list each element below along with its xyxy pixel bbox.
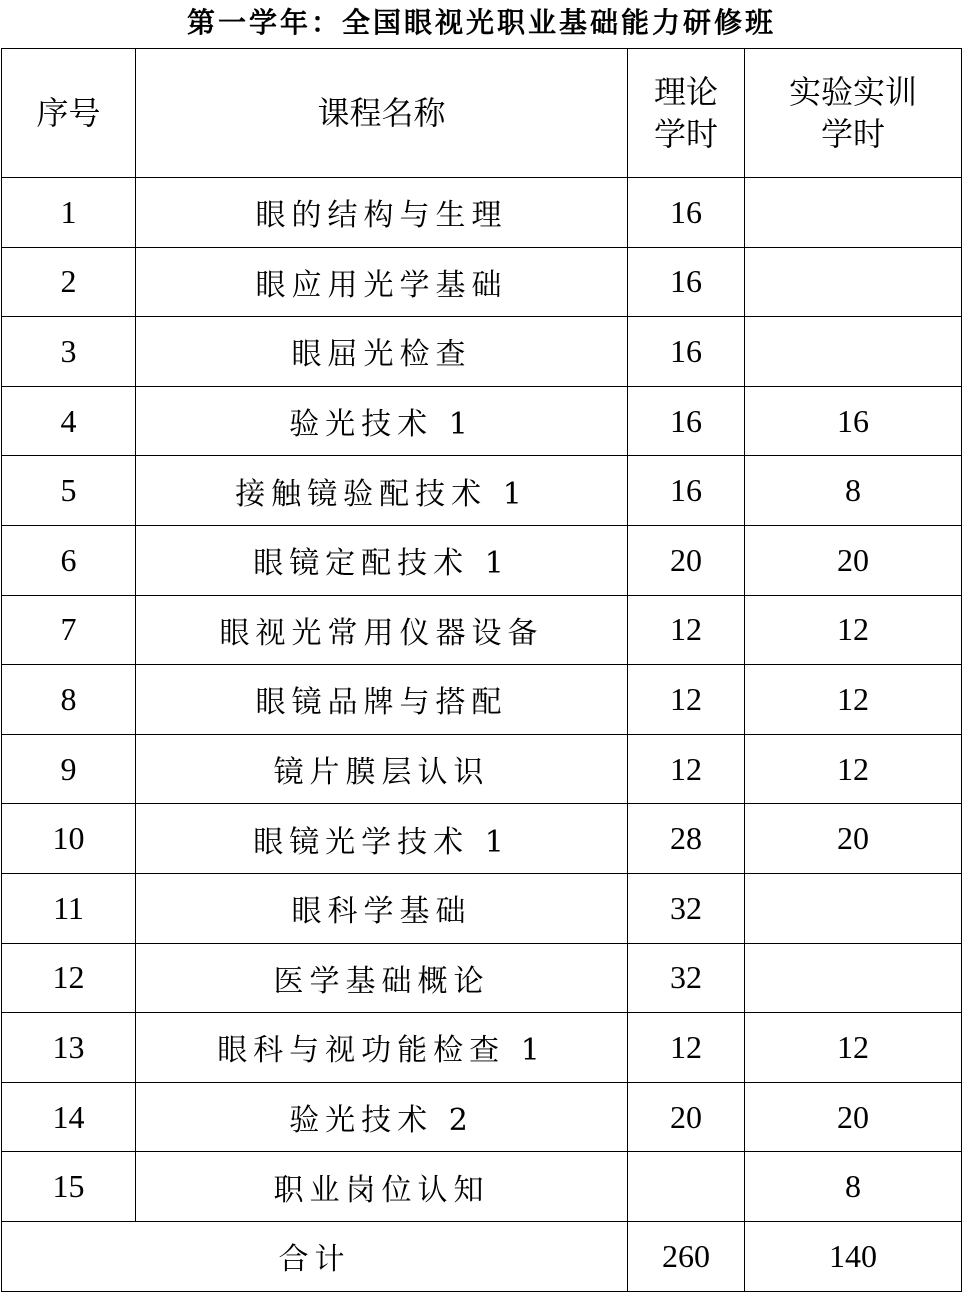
row-practice-hours: 20 xyxy=(745,1082,962,1152)
row-practice-hours xyxy=(745,178,962,248)
table-row xyxy=(2,734,962,804)
table-row xyxy=(2,873,962,943)
table-header-row xyxy=(2,49,962,178)
table-row xyxy=(2,943,962,1013)
row-course-name: 眼视光常用仪器设备 xyxy=(136,595,628,665)
row-index: 14 xyxy=(2,1082,136,1152)
row-course-name: 职业岗位认知 xyxy=(136,1152,628,1222)
row-course-name: 医学基础概论 xyxy=(136,943,628,1013)
table-row xyxy=(2,595,962,665)
row-theory-hours: 16 xyxy=(628,178,745,248)
row-practice-hours: 12 xyxy=(745,734,962,804)
header-theory-line2: 学时 xyxy=(653,115,718,153)
row-index: 11 xyxy=(2,873,136,943)
row-practice-hours xyxy=(745,873,962,943)
row-theory-hours: 32 xyxy=(628,943,745,1013)
course-table xyxy=(1,48,962,1292)
row-theory-hours: 12 xyxy=(628,665,745,735)
row-index: 13 xyxy=(2,1013,136,1083)
table-row xyxy=(2,247,962,317)
row-theory-hours: 16 xyxy=(628,247,745,317)
header-course-name-label: 课程名称 xyxy=(317,94,446,132)
row-practice-hours xyxy=(745,247,962,317)
row-course-name: 眼屈光检查 xyxy=(136,317,628,387)
row-course-name: 镜片膜层认识 xyxy=(136,734,628,804)
table-row xyxy=(2,178,962,248)
row-theory-hours: 32 xyxy=(628,873,745,943)
row-theory-hours: 16 xyxy=(628,456,745,526)
row-index: 7 xyxy=(2,595,136,665)
row-index: 5 xyxy=(2,456,136,526)
row-theory-hours: 12 xyxy=(628,734,745,804)
row-theory-hours: 16 xyxy=(628,317,745,387)
row-theory-hours: 20 xyxy=(628,525,745,595)
header-theory-hours xyxy=(628,49,745,178)
row-practice-hours: 12 xyxy=(745,595,962,665)
table-row xyxy=(2,386,962,456)
row-theory-hours xyxy=(628,1152,745,1222)
row-theory-hours: 12 xyxy=(628,595,745,665)
row-theory-hours: 20 xyxy=(628,1082,745,1152)
table-row xyxy=(2,317,962,387)
row-course-name: 眼科学基础 xyxy=(136,873,628,943)
row-practice-hours: 12 xyxy=(745,1013,962,1083)
row-theory-hours: 28 xyxy=(628,804,745,874)
row-index: 4 xyxy=(2,386,136,456)
row-index: 8 xyxy=(2,665,136,735)
row-course-name: 眼科与视功能检查 1 xyxy=(136,1013,628,1083)
table-row xyxy=(2,1082,962,1152)
table-body xyxy=(2,178,962,1222)
row-index: 10 xyxy=(2,804,136,874)
table-row xyxy=(2,456,962,526)
row-index: 6 xyxy=(2,525,136,595)
row-practice-hours: 16 xyxy=(745,386,962,456)
row-course-name: 眼镜光学技术 1 xyxy=(136,804,628,874)
header-practice-line2: 学时 xyxy=(820,115,885,153)
row-practice-hours xyxy=(745,943,962,1013)
row-course-name: 验光技术 2 xyxy=(136,1082,628,1152)
row-course-name: 眼应用光学基础 xyxy=(136,247,628,317)
row-course-name: 接触镜验配技术 1 xyxy=(136,456,628,526)
row-course-name: 眼的结构与生理 xyxy=(136,178,628,248)
total-theory-hours: 260 xyxy=(628,1221,745,1291)
row-course-name: 眼镜定配技术 1 xyxy=(136,525,628,595)
table-row xyxy=(2,804,962,874)
row-course-name: 验光技术 1 xyxy=(136,386,628,456)
header-index-label: 序号 xyxy=(36,94,101,132)
table-row xyxy=(2,525,962,595)
header-practice-line1: 实验实训 xyxy=(788,73,917,111)
row-practice-hours xyxy=(745,317,962,387)
total-practice-hours: 140 xyxy=(745,1221,962,1291)
row-theory-hours: 16 xyxy=(628,386,745,456)
row-index: 3 xyxy=(2,317,136,387)
header-theory-line1: 理论 xyxy=(653,73,718,111)
row-index: 2 xyxy=(2,247,136,317)
header-index xyxy=(2,49,136,178)
row-practice-hours: 12 xyxy=(745,665,962,735)
row-index: 9 xyxy=(2,734,136,804)
row-practice-hours: 20 xyxy=(745,525,962,595)
total-row xyxy=(2,1221,962,1291)
header-course-name xyxy=(136,49,628,178)
row-practice-hours: 20 xyxy=(745,804,962,874)
row-index: 15 xyxy=(2,1152,136,1222)
header-practice-hours xyxy=(745,49,962,178)
row-course-name: 眼镜品牌与搭配 xyxy=(136,665,628,735)
total-label: 合计 xyxy=(2,1221,628,1291)
row-index: 1 xyxy=(2,178,136,248)
page-title: 第一学年：全国眼视光职业基础能力研修班 xyxy=(186,6,776,39)
row-practice-hours: 8 xyxy=(745,456,962,526)
table-row xyxy=(2,1013,962,1083)
table-row xyxy=(2,1152,962,1222)
row-practice-hours: 8 xyxy=(745,1152,962,1222)
row-index: 12 xyxy=(2,943,136,1013)
table-row xyxy=(2,665,962,735)
row-theory-hours: 12 xyxy=(628,1013,745,1083)
